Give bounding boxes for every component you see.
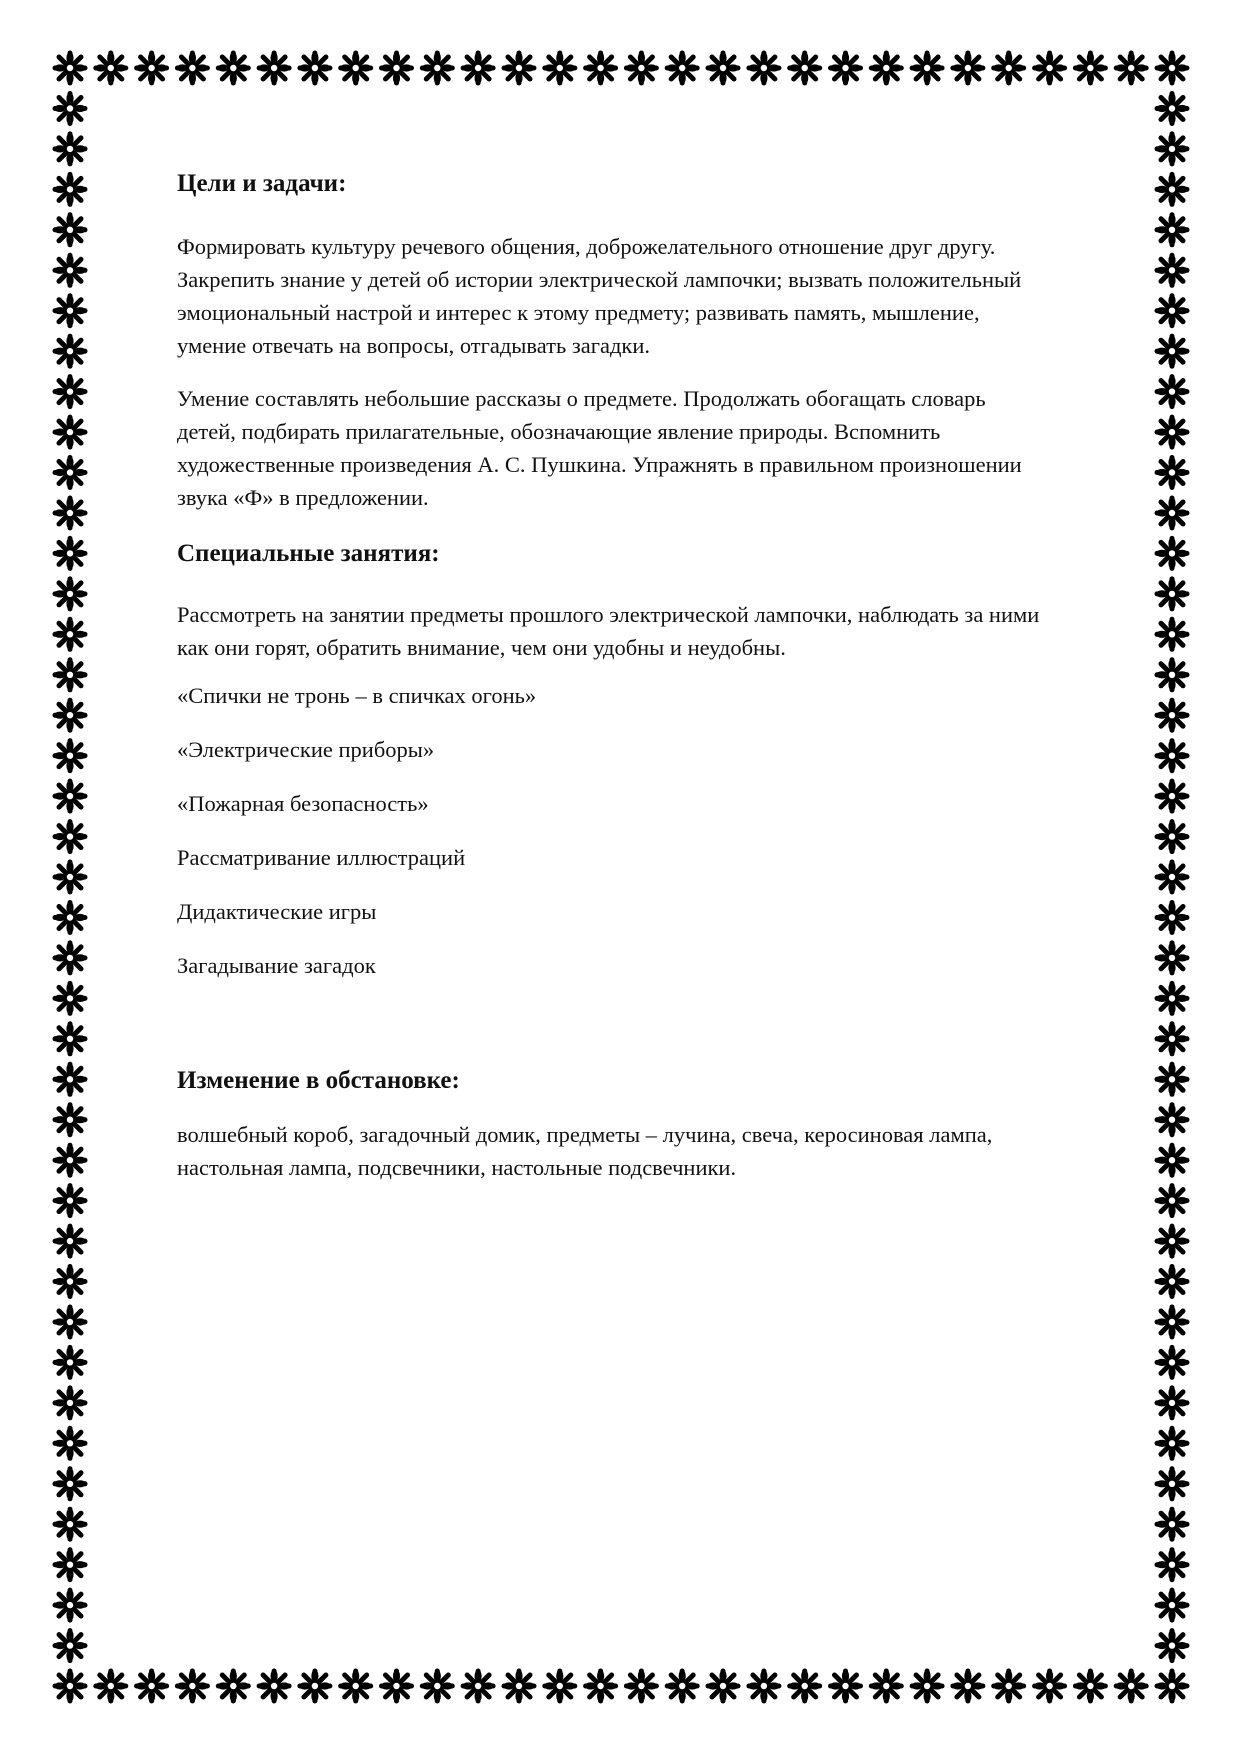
flower-asterisk-icon [952,52,984,84]
flower-asterisk-icon [870,52,902,84]
text-line: Формировать культуру речевого общения, доброжелательного отношение друг другу. [177,234,996,259]
flower-asterisk-icon [54,295,86,327]
flower-asterisk-icon [95,52,127,84]
flower-asterisk-icon [54,335,86,367]
text-line: Закрепить знание у детей об истории электрической лампочки; вызвать положительный [177,267,1022,292]
flower-asterisk-icon [748,1670,780,1702]
flower-asterisk-icon [544,52,576,84]
flower-asterisk-icon [1156,173,1188,205]
flower-asterisk-icon [54,1589,86,1621]
flower-asterisk-icon [707,1670,739,1702]
text-line: умение отвечать на вопросы, отгадывать загадки. [177,333,650,358]
flower-asterisk-icon [54,52,86,84]
flower-asterisk-icon [258,1670,290,1702]
flower-asterisk-icon [54,659,86,691]
flower-asterisk-icon [1156,1387,1188,1419]
flower-asterisk-icon [54,416,86,448]
flower-asterisk-icon [176,1670,208,1702]
flower-asterisk-icon [1156,1063,1188,1095]
flower-asterisk-icon [54,942,86,974]
flower-asterisk-icon [789,1670,821,1702]
flower-asterisk-icon [54,902,86,934]
flower-asterisk-icon [625,52,657,84]
flower-asterisk-icon [1156,1346,1188,1378]
flower-asterisk-icon [299,52,331,84]
flower-asterisk-icon [54,861,86,893]
flower-asterisk-icon [1115,1670,1147,1702]
flower-asterisk-icon [1034,52,1066,84]
flower-asterisk-icon [54,254,86,286]
flower-asterisk-icon [54,740,86,772]
flower-asterisk-icon [1156,1266,1188,1298]
flower-asterisk-icon [54,1266,86,1298]
flower-asterisk-icon [176,52,208,84]
flower-asterisk-icon [1156,780,1188,812]
flower-asterisk-icon [54,537,86,569]
flower-asterisk-icon [789,52,821,84]
flower-asterisk-icon [503,52,535,84]
flower-asterisk-icon [1156,1670,1188,1702]
activity-item: Загадывание загадок [177,953,376,978]
flower-asterisk-icon [54,1346,86,1378]
goals-paragraph-2 [177,382,1167,514]
flower-asterisk-icon [830,52,862,84]
flower-asterisk-icon [993,1670,1025,1702]
flower-asterisk-icon [381,1670,413,1702]
environment-heading: Изменение в обстановке: [177,1067,460,1094]
flower-asterisk-icon [1156,902,1188,934]
flower-asterisk-icon [54,821,86,853]
flower-asterisk-icon [462,1670,494,1702]
text-line: детей, подбирать прилагательные, обозначающие явление природы. Вспомнить [177,419,941,444]
flower-asterisk-icon [1156,1306,1188,1338]
flower-asterisk-icon [54,1225,86,1257]
flower-asterisk-icon [136,1670,168,1702]
flower-asterisk-icon [911,1670,943,1702]
flower-asterisk-icon [54,1144,86,1176]
flower-asterisk-icon [258,52,290,84]
flower-asterisk-icon [54,699,86,731]
flower-asterisk-icon [1074,52,1106,84]
flower-asterisk-icon [54,1468,86,1500]
flower-asterisk-icon [136,52,168,84]
flower-asterisk-icon [1156,740,1188,772]
goals-paragraph-1 [177,230,1167,362]
text-line: Рассмотреть на занятии предметы прошлого электрической лампочки, наблюдать за ними [177,602,1040,627]
flower-asterisk-icon [54,1549,86,1581]
flower-asterisk-icon [54,618,86,650]
flower-asterisk-icon [544,1670,576,1702]
flower-asterisk-icon [95,1670,127,1702]
flower-asterisk-icon [217,1670,249,1702]
flower-asterisk-icon [217,52,249,84]
special-heading: Специальные занятия: [177,540,440,567]
text-line: эмоциональный настрой и интерес к этому предмету; развивать память, мышление, [177,300,980,325]
activity-item: «Электрические приборы» [177,737,435,762]
flower-asterisk-icon [54,1063,86,1095]
flower-asterisk-icon [1156,133,1188,165]
flower-asterisk-icon [625,1670,657,1702]
flower-asterisk-icon [54,1306,86,1338]
flower-asterisk-icon [54,982,86,1014]
flower-asterisk-icon [54,1630,86,1662]
flower-asterisk-icon [1156,821,1188,853]
flower-asterisk-icon [585,1670,617,1702]
flower-asterisk-icon [666,52,698,84]
flower-asterisk-icon [340,52,372,84]
flower-asterisk-icon [1156,982,1188,1014]
flower-asterisk-icon [830,1670,862,1702]
flower-asterisk-icon [381,52,413,84]
flower-asterisk-icon [421,1670,453,1702]
activity-item: «Пожарная безопасность» [177,791,429,816]
flower-asterisk-icon [54,376,86,408]
text-line: волшебный короб, загадочный домик, предметы – лучина, свеча, керосиновая лампа, [177,1122,993,1147]
flower-asterisk-icon [54,457,86,489]
activity-item: «Спички не тронь – в спичках огонь» [177,683,537,708]
flower-asterisk-icon [1074,1670,1106,1702]
text-line: художественные произведения А. С. Пушкина. Упражнять в правильном произношении [177,452,1022,477]
flower-asterisk-icon [54,214,86,246]
flower-asterisk-icon [585,52,617,84]
flower-asterisk-icon [54,578,86,610]
text-line: настольная лампа, подсвечники, настольные подсвечники. [177,1155,737,1180]
flower-asterisk-icon [870,1670,902,1702]
flower-asterisk-icon [1156,1508,1188,1540]
text-line: звука «Ф» в предложении. [177,485,429,510]
flower-asterisk-icon [993,52,1025,84]
flower-asterisk-icon [54,1023,86,1055]
flower-asterisk-icon [1034,1670,1066,1702]
flower-asterisk-icon [911,52,943,84]
goals-heading: Цели и задачи: [177,170,347,197]
flower-asterisk-icon [666,1670,698,1702]
flower-asterisk-icon [54,1508,86,1540]
flower-asterisk-icon [54,1387,86,1419]
flower-asterisk-icon [54,1185,86,1217]
flower-asterisk-icon [1156,1630,1188,1662]
flower-asterisk-icon [54,93,86,125]
special-paragraph [177,598,1167,664]
flower-asterisk-icon [54,1427,86,1459]
flower-asterisk-icon [340,1670,372,1702]
flower-asterisk-icon [421,52,453,84]
activity-item: Рассматривание иллюстраций [177,845,466,870]
activity-item: Дидактические игры [177,899,377,924]
text-line: Умение составлять небольшие рассказы о предмете. Продолжать обогащать словарь [177,386,986,411]
flower-asterisk-icon [1156,1427,1188,1459]
flower-asterisk-icon [54,780,86,812]
flower-asterisk-icon [1156,93,1188,125]
flower-asterisk-icon [707,52,739,84]
flower-asterisk-icon [54,1104,86,1136]
text-line: как они горят, обратить внимание, чем они удобны и неудобны. [177,635,786,660]
flower-asterisk-icon [54,497,86,529]
flower-asterisk-icon [1156,1023,1188,1055]
flower-asterisk-icon [54,173,86,205]
flower-asterisk-icon [1156,942,1188,974]
flower-asterisk-icon [1156,861,1188,893]
flower-asterisk-icon [748,52,780,84]
flower-asterisk-icon [462,52,494,84]
flower-asterisk-icon [1156,1468,1188,1500]
flower-asterisk-icon [1156,1589,1188,1621]
flower-asterisk-icon [54,133,86,165]
flower-asterisk-icon [299,1670,331,1702]
flower-asterisk-icon [952,1670,984,1702]
flower-asterisk-icon [503,1670,535,1702]
flower-asterisk-icon [1156,52,1188,84]
flower-asterisk-icon [1156,537,1188,569]
environment-paragraph [177,1118,1167,1184]
flower-asterisk-icon [54,1670,86,1702]
flower-asterisk-icon [1115,52,1147,84]
flower-asterisk-icon [1156,699,1188,731]
flower-asterisk-icon [1156,1549,1188,1581]
flower-asterisk-icon [1156,1225,1188,1257]
flower-asterisk-icon [1156,1185,1188,1217]
